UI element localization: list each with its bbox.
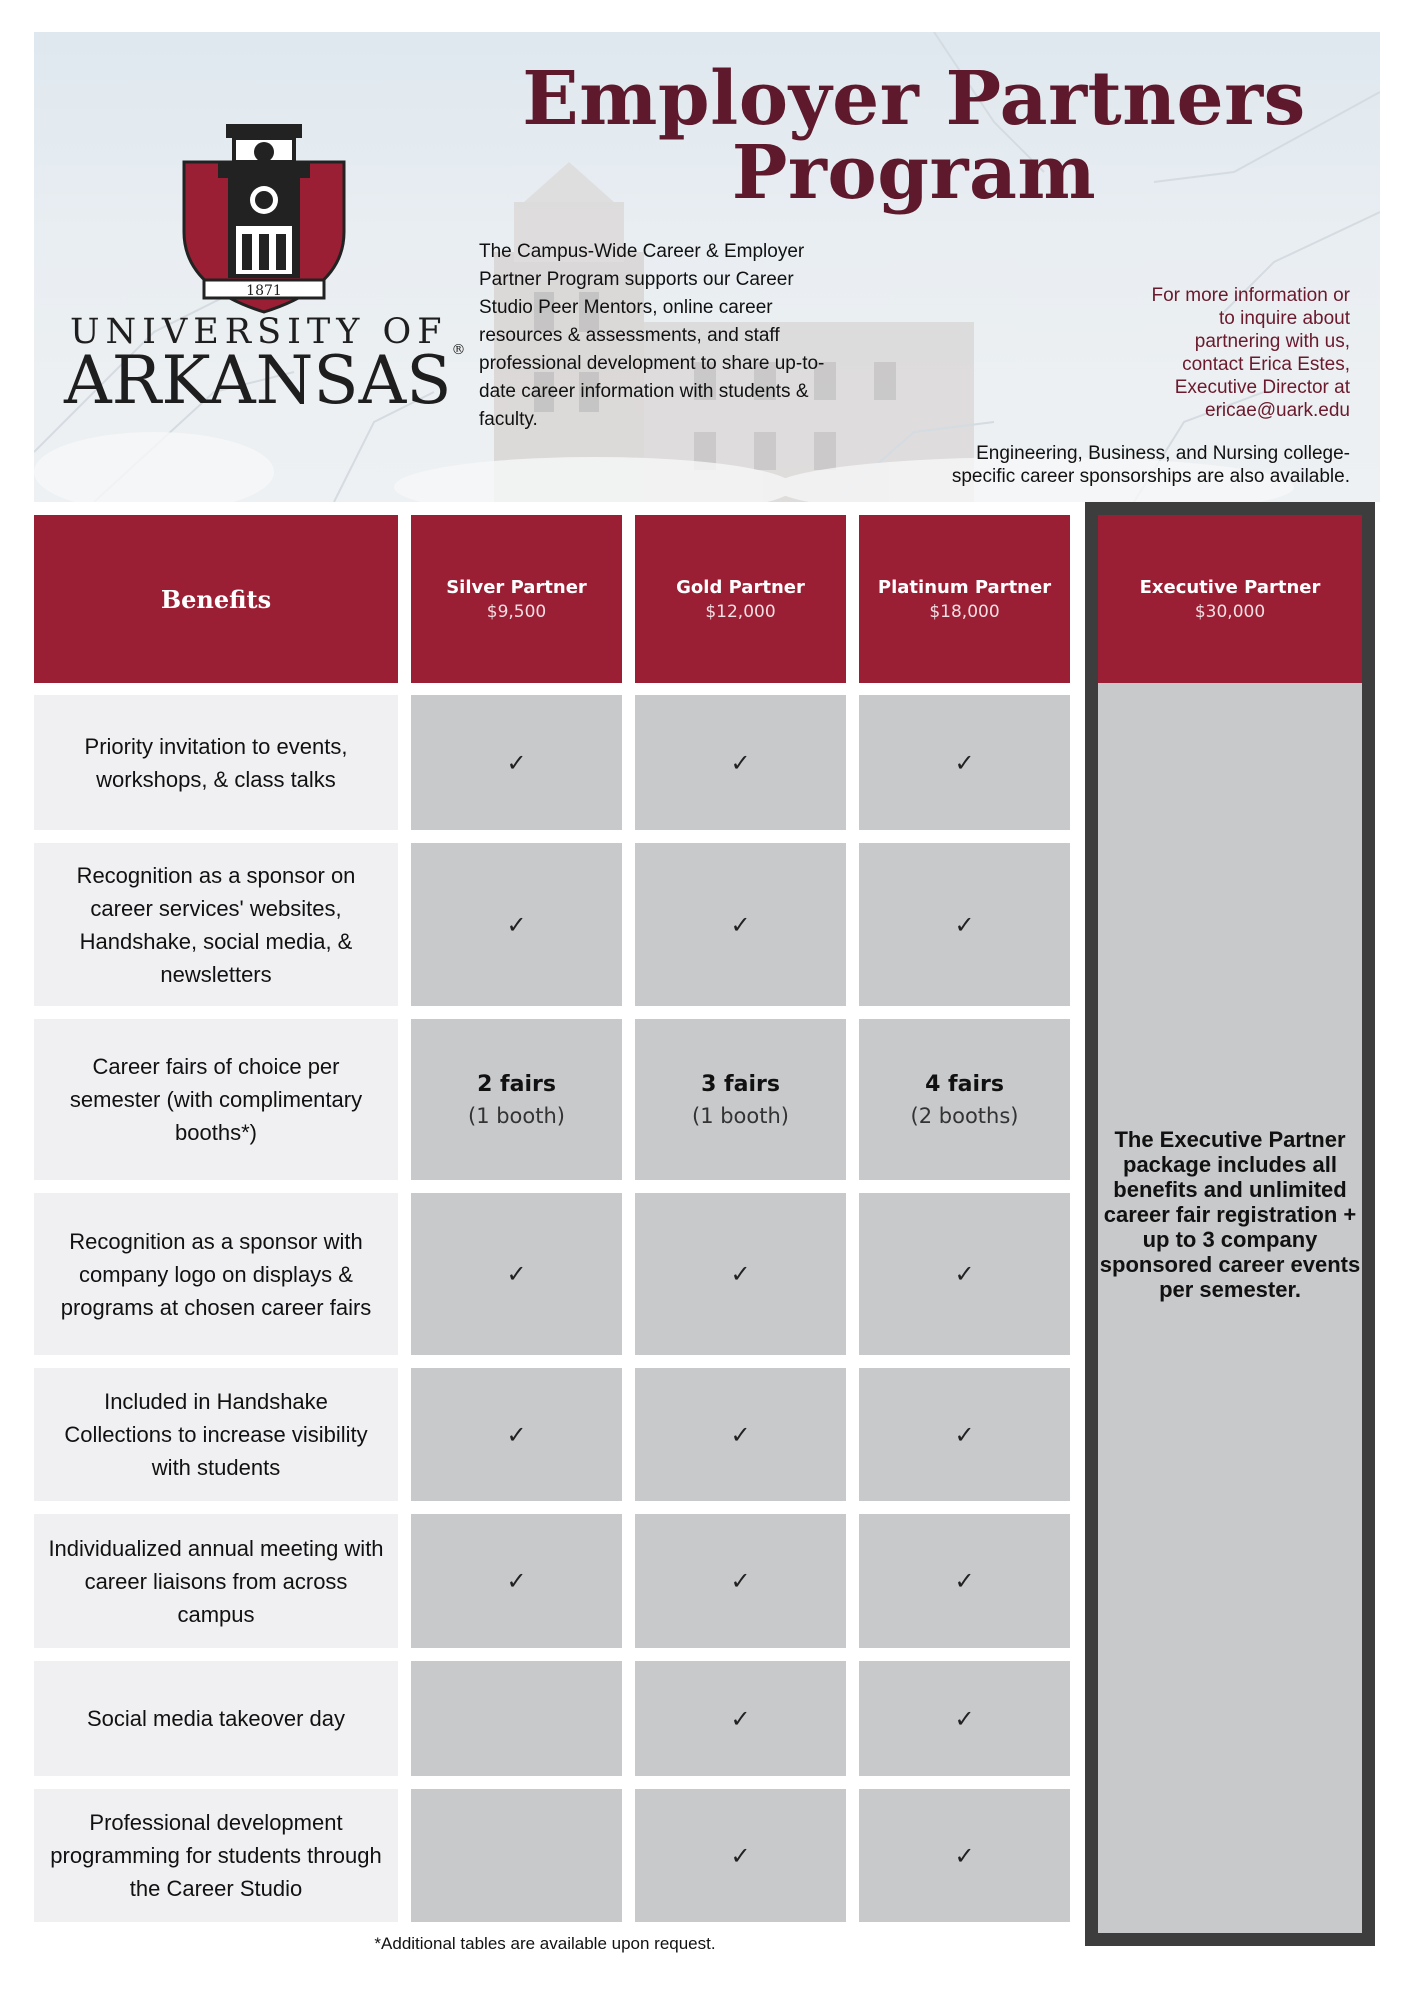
checkmark-icon: ✓ <box>954 910 975 939</box>
tier-name: Executive Partner <box>1139 576 1321 598</box>
gold-cell <box>635 1789 846 1922</box>
sponsor-note-line: Engineering, Business, and Nursing college- <box>976 443 1350 464</box>
contact-line: Executive Director at <box>1174 377 1350 398</box>
benefits-header-label: Benefits <box>160 584 272 614</box>
silver-cell <box>411 1661 622 1776</box>
benefit-row-label: Recognition as a sponsor on career services' websites, Handshake, social media, & newsletters <box>34 843 398 1006</box>
contact-line: partnering with us, <box>1194 331 1350 352</box>
gold-cell <box>635 1193 846 1355</box>
benefit-row-label: Recognition as a sponsor with company logo on displays & programs at chosen career fairs <box>34 1193 398 1355</box>
benefit-row-label: Priority invitation to events, workshops, & class talks <box>34 695 398 830</box>
checkmark-icon: ✓ <box>954 1704 975 1733</box>
checkmark-icon: ✓ <box>506 748 527 777</box>
fairs-count: 3 fairs <box>701 1071 780 1097</box>
logo-arkansas-text: ARKANSAS <box>64 342 452 419</box>
silver-cell <box>411 1193 622 1355</box>
checkmark-icon: ✓ <box>506 1260 527 1288</box>
gold-cell <box>635 843 846 1006</box>
silver-cell <box>411 843 622 1006</box>
tier-name: Platinum Partner <box>877 576 1052 598</box>
logo-university-of: UNIVERSITY OF <box>70 312 448 352</box>
gold-cell <box>635 1019 846 1180</box>
sponsor-note-line: specific career sponsorships are also available. <box>951 466 1350 487</box>
tier-price: $12,000 <box>705 601 776 622</box>
booths-count: (2 booths) <box>910 1103 1019 1128</box>
contact-line: For more information or <box>1151 285 1350 306</box>
booths-count: (1 booth) <box>468 1103 565 1128</box>
gold-cell <box>635 1514 846 1648</box>
silver-cell <box>411 1019 622 1180</box>
title-line-2: Program <box>731 130 1097 216</box>
tier-price: $18,000 <box>929 601 1000 622</box>
contact-line: to inquire about <box>1219 308 1350 329</box>
fairs-count: 4 fairs <box>925 1071 1004 1097</box>
checkmark-icon: ✓ <box>730 748 751 777</box>
tier-name: Gold Partner <box>676 576 805 598</box>
platinum-cell <box>859 843 1070 1006</box>
gold-cell <box>635 1661 846 1776</box>
benefits-header <box>34 515 398 683</box>
checkmark-icon: ✓ <box>730 1704 751 1733</box>
executive-package-description: The Executive Partner package includes all benefits and unlimited career fair registration + up to 3 company sponsored career events per semester. <box>1099 1127 1361 1302</box>
benefit-row-label: Social media takeover day <box>34 1661 398 1776</box>
silver-cell <box>411 1514 622 1648</box>
benefit-row-label: Career fairs of choice per semester (with complimentary booths*) <box>34 1019 398 1180</box>
platinum-cell <box>859 1661 1070 1776</box>
checkmark-icon: ✓ <box>954 1841 975 1870</box>
booths-count: (1 booth) <box>692 1103 789 1128</box>
fairs-count: 2 fairs <box>477 1071 556 1097</box>
contact-email[interactable]: ericae@uark.edu <box>1205 400 1350 421</box>
checkmark-icon: ✓ <box>954 1260 975 1288</box>
tier-header-gold <box>635 515 846 683</box>
tier-header-executive <box>1098 515 1362 683</box>
checkmark-icon: ✓ <box>730 1841 751 1870</box>
checkmark-icon: ✓ <box>954 1567 975 1595</box>
logo-arkansas <box>64 342 474 419</box>
tier-name: Silver Partner <box>446 576 587 598</box>
platinum-cell <box>859 1514 1070 1648</box>
crest-year: 1871 <box>246 283 282 299</box>
checkmark-icon: ✓ <box>730 1420 751 1449</box>
benefit-row-label: Included in Handshake Collections to increase visibility with students <box>34 1368 398 1501</box>
contact-info <box>1090 284 1350 422</box>
header-banner <box>34 32 1380 502</box>
checkmark-icon: ✓ <box>730 910 751 939</box>
university-crest-logo <box>174 122 354 322</box>
silver-cell <box>411 1789 622 1922</box>
gold-cell <box>635 695 846 830</box>
footnote: *Additional tables are available upon request. <box>374 1934 716 1953</box>
contact-line: contact Erica Estes, <box>1182 354 1350 375</box>
checkmark-icon: ✓ <box>506 910 527 939</box>
platinum-cell <box>859 695 1070 830</box>
gold-cell <box>635 1368 846 1501</box>
logo-trademark: ® <box>451 342 466 358</box>
platinum-cell <box>859 1019 1070 1180</box>
benefit-row-label: Individualized annual meeting with career liaisons from across campus <box>34 1514 398 1648</box>
checkmark-icon: ✓ <box>506 1420 527 1449</box>
college-sponsorship-note <box>910 442 1350 488</box>
platinum-cell <box>859 1789 1070 1922</box>
program-description: The Campus-Wide Career & Employer Partner Program supports our Career Studio Peer Mentors, online career resources & assessments, and staff professional development to share up-to-date career information with students & faculty. <box>479 241 825 430</box>
page-title <box>514 56 1314 216</box>
checkmark-icon: ✓ <box>730 1260 751 1288</box>
benefit-row-label: Professional development programming for students through the Career Studio <box>34 1789 398 1922</box>
silver-cell <box>411 1368 622 1501</box>
platinum-cell <box>859 1368 1070 1501</box>
platinum-cell <box>859 1193 1070 1355</box>
silver-cell <box>411 695 622 830</box>
tier-header-platinum <box>859 515 1070 683</box>
tier-price: $30,000 <box>1194 601 1266 622</box>
tier-header-silver <box>411 515 622 683</box>
checkmark-icon: ✓ <box>954 1420 975 1449</box>
checkmark-icon: ✓ <box>506 1567 527 1595</box>
checkmark-icon: ✓ <box>730 1567 751 1595</box>
checkmark-icon: ✓ <box>954 748 975 777</box>
tier-price: $9,500 <box>486 601 547 622</box>
title-line-1: Employer Partners <box>522 56 1306 142</box>
